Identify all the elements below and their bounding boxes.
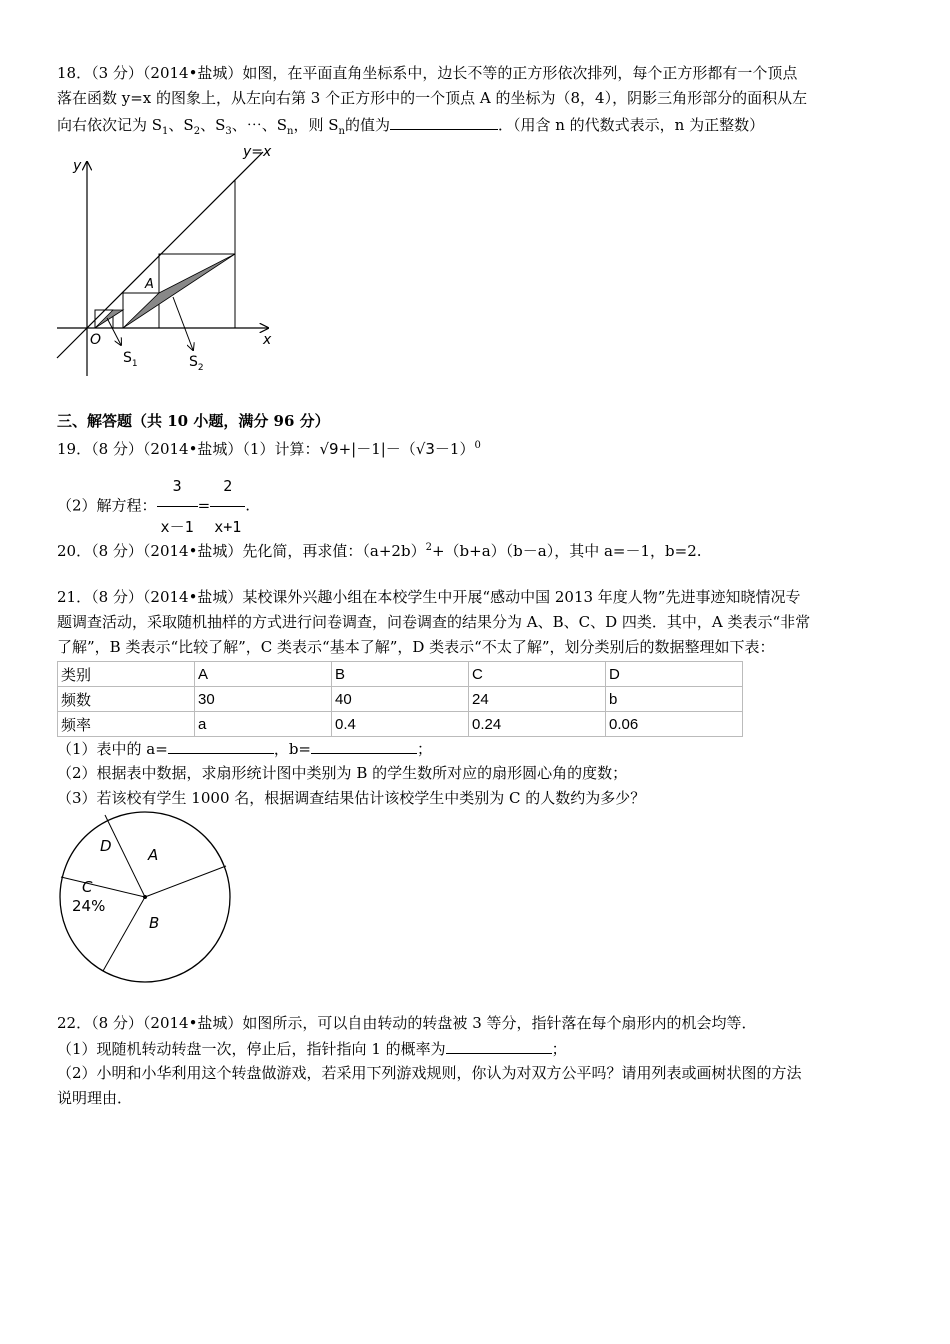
q19-line1: 19．（8 分）（2014•盐城）（1）计算：$√9+|-1|-(√3-1)^0$ xyxy=(57,440,481,458)
shaded-triangle-s1 xyxy=(95,310,123,328)
y-equals-x-line xyxy=(57,152,263,358)
table-row: 频率 a 0.4 0.24 0.06 xyxy=(58,712,743,737)
q21-sub2: （2）根据表中数据，求扇形统计图中类别为 B 的学生数所对应的扇形圆心角的度数； xyxy=(57,764,628,782)
q21-pie-chart xyxy=(55,808,235,988)
q21-sub1: （1）表中的 a= ，b= ； xyxy=(57,740,433,758)
answer-blank-q18[interactable] xyxy=(390,114,498,130)
pie-label-c: C xyxy=(82,878,93,896)
label-y-eq-x: y=x xyxy=(243,144,272,160)
q19-line2: （2）解方程： $\frac{3}{x-1}$ = $\frac{2}{x+1}$ . xyxy=(57,466,250,547)
q22-line1: 22．（8 分）（2014•盐城）如图所示，可以自由转动的转盘被 3 等分，指针落在每个扇形内的机会均等． xyxy=(57,1014,757,1032)
answer-blank-b[interactable] xyxy=(311,738,417,754)
q21-line3: 了解”，B 类表示“比较了解”，C 类表示“基本了解”，D 类表示“不太了解”，划分类别后的数据整理如下表： xyxy=(57,638,775,656)
q18-line2: 落在函数 y=x 的图象上，从左向右第 3 个正方形中的一个顶点 A 的坐标为（8，4），阴影三角形部分的面积从左 xyxy=(57,89,808,107)
label-s2: $S_2$ xyxy=(189,354,204,373)
label-s1: $S_1$ xyxy=(123,350,138,369)
label-point-a: A xyxy=(145,277,154,292)
answer-blank-a[interactable] xyxy=(168,738,274,754)
fraction-3-over-x-minus-1: $\frac{3}{x-1}$ xyxy=(157,466,198,547)
fraction-2-over-x-plus-1: $\frac{2}{x+1}$ xyxy=(210,466,245,547)
pie-label-d: D xyxy=(100,837,112,855)
label-x: x xyxy=(263,332,272,348)
q21-line1: 21．（8 分）（2014•盐城）某校课外兴趣小组在本校学生中开展“感动中国 2013 年度人物”先进事迹知晓情况专 xyxy=(57,588,801,606)
q18-line1: 18．（3 分）（2014•盐城）如图，在平面直角坐标系中，边长不等的正方形依次排列，每个正方形都有一个顶点 xyxy=(57,64,798,82)
table-row: 类别 A B C D xyxy=(58,662,743,687)
shaded-triangle-s2 xyxy=(123,254,235,328)
table-row: 频数 30 40 24 b xyxy=(58,687,743,712)
label-y: y xyxy=(73,158,82,174)
pie-label-c-percent: 24% xyxy=(72,897,106,915)
label-origin: O xyxy=(90,332,102,348)
pie-label-b: B xyxy=(149,914,160,932)
q21-line2: 题调查活动，采取随机抽样的方式进行问卷调查，问卷调查的结果分为 A、B、C、D 四类．其中，A 类表示“非常 xyxy=(57,613,811,631)
answer-blank-q22[interactable] xyxy=(446,1038,552,1054)
frequency-table xyxy=(57,661,743,737)
q22-sub1: （1）现随机转动转盘一次，停止后，指针指向 1 的概率为 ； xyxy=(57,1040,567,1058)
q22-sub2-line2: 说明理由． xyxy=(57,1089,133,1107)
q18-figure xyxy=(55,140,285,380)
q21-sub3: （3）若该校有学生 1000 名，根据调查结果估计该校学生中类别为 C 的人数约为多少？ xyxy=(57,789,646,807)
pie-label-a: A xyxy=(148,846,159,864)
q20-line: 20．（8 分）（2014•盐城）先化简，再求值：$(a+2b)^2+(b+a)(b-a)$，其中 a=－1，b=2. xyxy=(57,542,702,560)
section-3-heading: 三、解答题（共 10 小题，满分 96 分） xyxy=(57,412,330,430)
q22-sub2-line1: （2）小明和小华利用这个转盘做游戏，若采用下列游戏规则，你认为对双方公平吗？请用列表或画树状图的方法 xyxy=(57,1064,802,1082)
q18-line3: 向右依次记为 $S_1$、$S_2$、$S_3$、⋯、$S_n$，则 $S_n$的值为 ．（用含 n 的代数式表示，n 为正整数） xyxy=(57,116,765,137)
